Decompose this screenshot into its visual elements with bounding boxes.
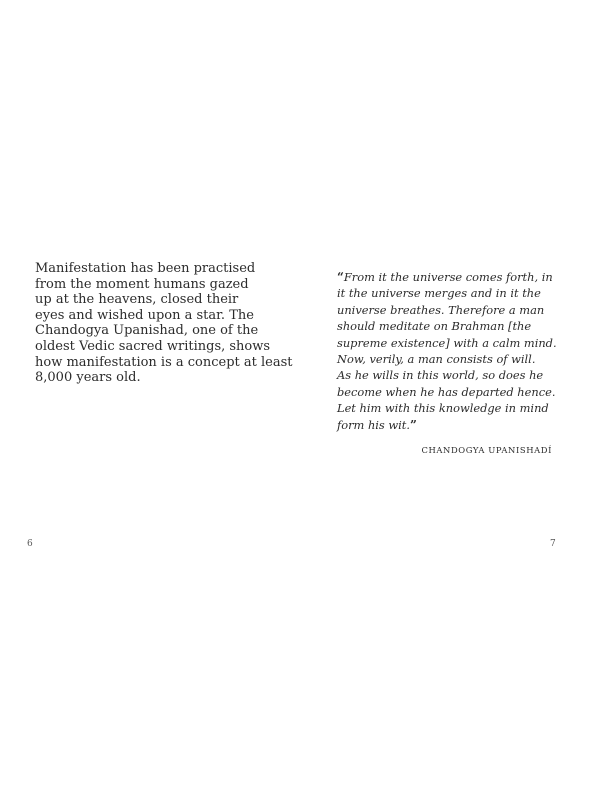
quote-line: Let him with this knowledge in mind	[337, 401, 549, 416]
quote-line: universe breathes. Therefore a man	[337, 302, 545, 317]
quote-line: Now, verily, a man consists of will.	[337, 352, 536, 367]
body-line: up at the heavens, closed their	[35, 292, 239, 308]
body-line: 8,000 years old.	[35, 370, 141, 386]
quote-line: supreme existence] with a calm mind.	[337, 335, 557, 350]
quote-line: it the universe merges and in it the	[337, 286, 541, 301]
quote-line	[337, 417, 567, 433]
body-line: oldest Vedic sacred writings, shows	[35, 338, 271, 354]
right-page	[295, 0, 590, 803]
quote-line-text: form his wit.	[337, 417, 410, 432]
page-number-left: 6	[27, 539, 33, 549]
quote-line	[337, 269, 567, 285]
body-line: eyes and wished upon a star. The	[35, 307, 254, 323]
body-line: Manifestation has been practised	[35, 261, 256, 276]
quote-line: As he wills in this world, so does he	[337, 368, 544, 383]
body-line: how manifestation is a concept at least	[35, 354, 293, 370]
close-quote-mark: ”	[409, 417, 417, 432]
page-number-right: 7	[550, 539, 556, 549]
body-line: Chandogya Upanishad, one of the	[35, 323, 259, 339]
quote-line-text: From it the universe comes forth, in	[343, 270, 553, 284]
quote-line: should meditate on Brahman [the	[337, 319, 532, 334]
body-line: from the moment humans gazed	[35, 276, 249, 292]
epigraph-quote	[337, 269, 567, 433]
quote-attribution: CHANDOGYA UPANISHADÍ	[421, 445, 552, 455]
open-quote-mark: “	[337, 270, 344, 284]
quote-line: become when he has departed hence.	[337, 384, 556, 399]
body-paragraph	[35, 261, 293, 386]
